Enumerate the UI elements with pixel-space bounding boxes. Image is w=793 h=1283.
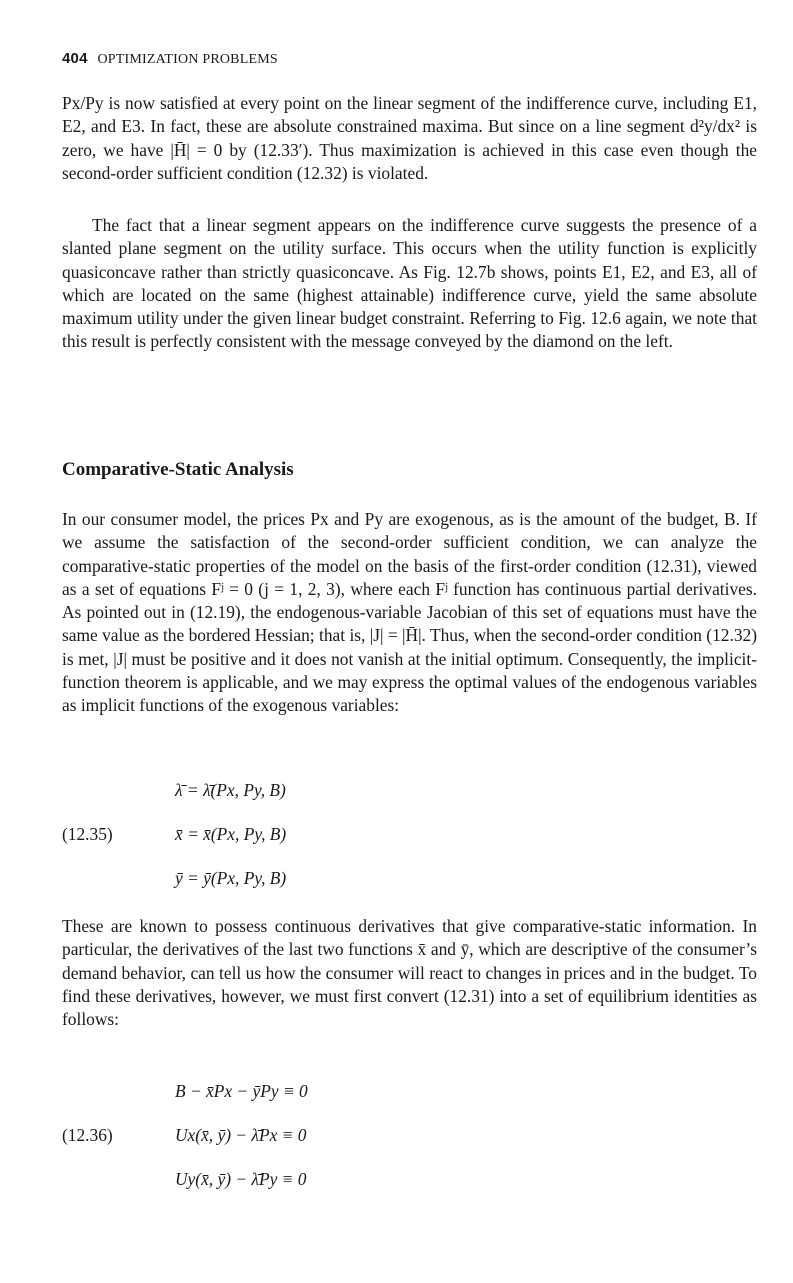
paragraph-4: These are known to possess continuous derivatives that give comparative-static information. In particular, the derivatives of the last two functions x̄ and ȳ, which are descriptive of the consumer’s demand behavior, can tell us how the consumer will react to changes in prices and in the budget. To find these derivatives, however, we must first convert (12.31) into a set of equilibrium identities as follows: [62, 916, 757, 1030]
identity-uy: Uy(x̄, ȳ) − λ̄Py ≡ 0 [175, 1169, 307, 1189]
equation-x-bar: x̄ = x̄(Px, Py, B) [175, 824, 287, 844]
identity-budget: B − x̄Px − ȳPy ≡ 0 [175, 1081, 308, 1101]
equation-y-bar: ȳ = ȳ(Px, Py, B) [175, 868, 287, 888]
running-head [62, 50, 278, 68]
running-title: OPTIMIZATION PROBLEMS [97, 52, 278, 67]
paragraph-3: In our consumer model, the prices Px and Py are exogenous, as is the amount of the budget, B. If we assume the satisfaction of the second-order sufficient condition, we can analyze the comparative-static properties of the model on the basis of the first-order condition (12.31), viewed as a set of equations Fʲ = 0 (j = 1, 2, 3), where each Fʲ function has continuous partial derivatives. As pointed out in (12.19), the endogenous-variable Jacobian of this set of equations must have the same value as the bordered Hessian; that is, |J| = |H̄|. Thus, when the second-order condition (12.32) is met, |J| must be positive and it does not vanish at the initial optimum. Consequently, the implicit-function theorem is applicable, and we may express the optimal values of the endogenous variables as implicit functions of the exogenous variables: [62, 509, 757, 716]
equation-label-12-35: (12.35) [62, 824, 113, 844]
equation-label-12-36: (12.36) [62, 1125, 113, 1145]
equation-lambda-bar: λ̄ = λ̄(Px, Py, B) [175, 780, 286, 800]
identity-ux: Ux(x̄, ȳ) − λ̄Px ≡ 0 [175, 1125, 307, 1145]
page-number: 404 [62, 50, 88, 67]
section-heading: Comparative-Static Analysis [62, 459, 294, 480]
paragraph-1: Px/Py is now satisfied at every point on the linear segment of the indifference curve, including E1, E2, and E3. In fact, these are absolute constrained maxima. But since on a line segment d²y/dx² is zero, we have |H̄| = 0 by (12.33′). Thus maximization is achieved in this case even though the second-order sufficient condition (12.32) is violated. [62, 93, 757, 183]
paragraph-2: The fact that a linear segment appears on the indifference curve suggests the presence of a slanted plane segment on the utility surface. This occurs when the utility function is explicitly quasiconcave rather than strictly quasiconcave. As Fig. 12.7b shows, points E1, E2, and E3, all of which are located on the same (highest attainable) indifference curve, yield the same absolute maximum utility under the given linear budget constraint. Referring to Fig. 12.6 again, we note that this result is perfectly consistent with the message conveyed by the diamond on the left. [62, 215, 757, 352]
